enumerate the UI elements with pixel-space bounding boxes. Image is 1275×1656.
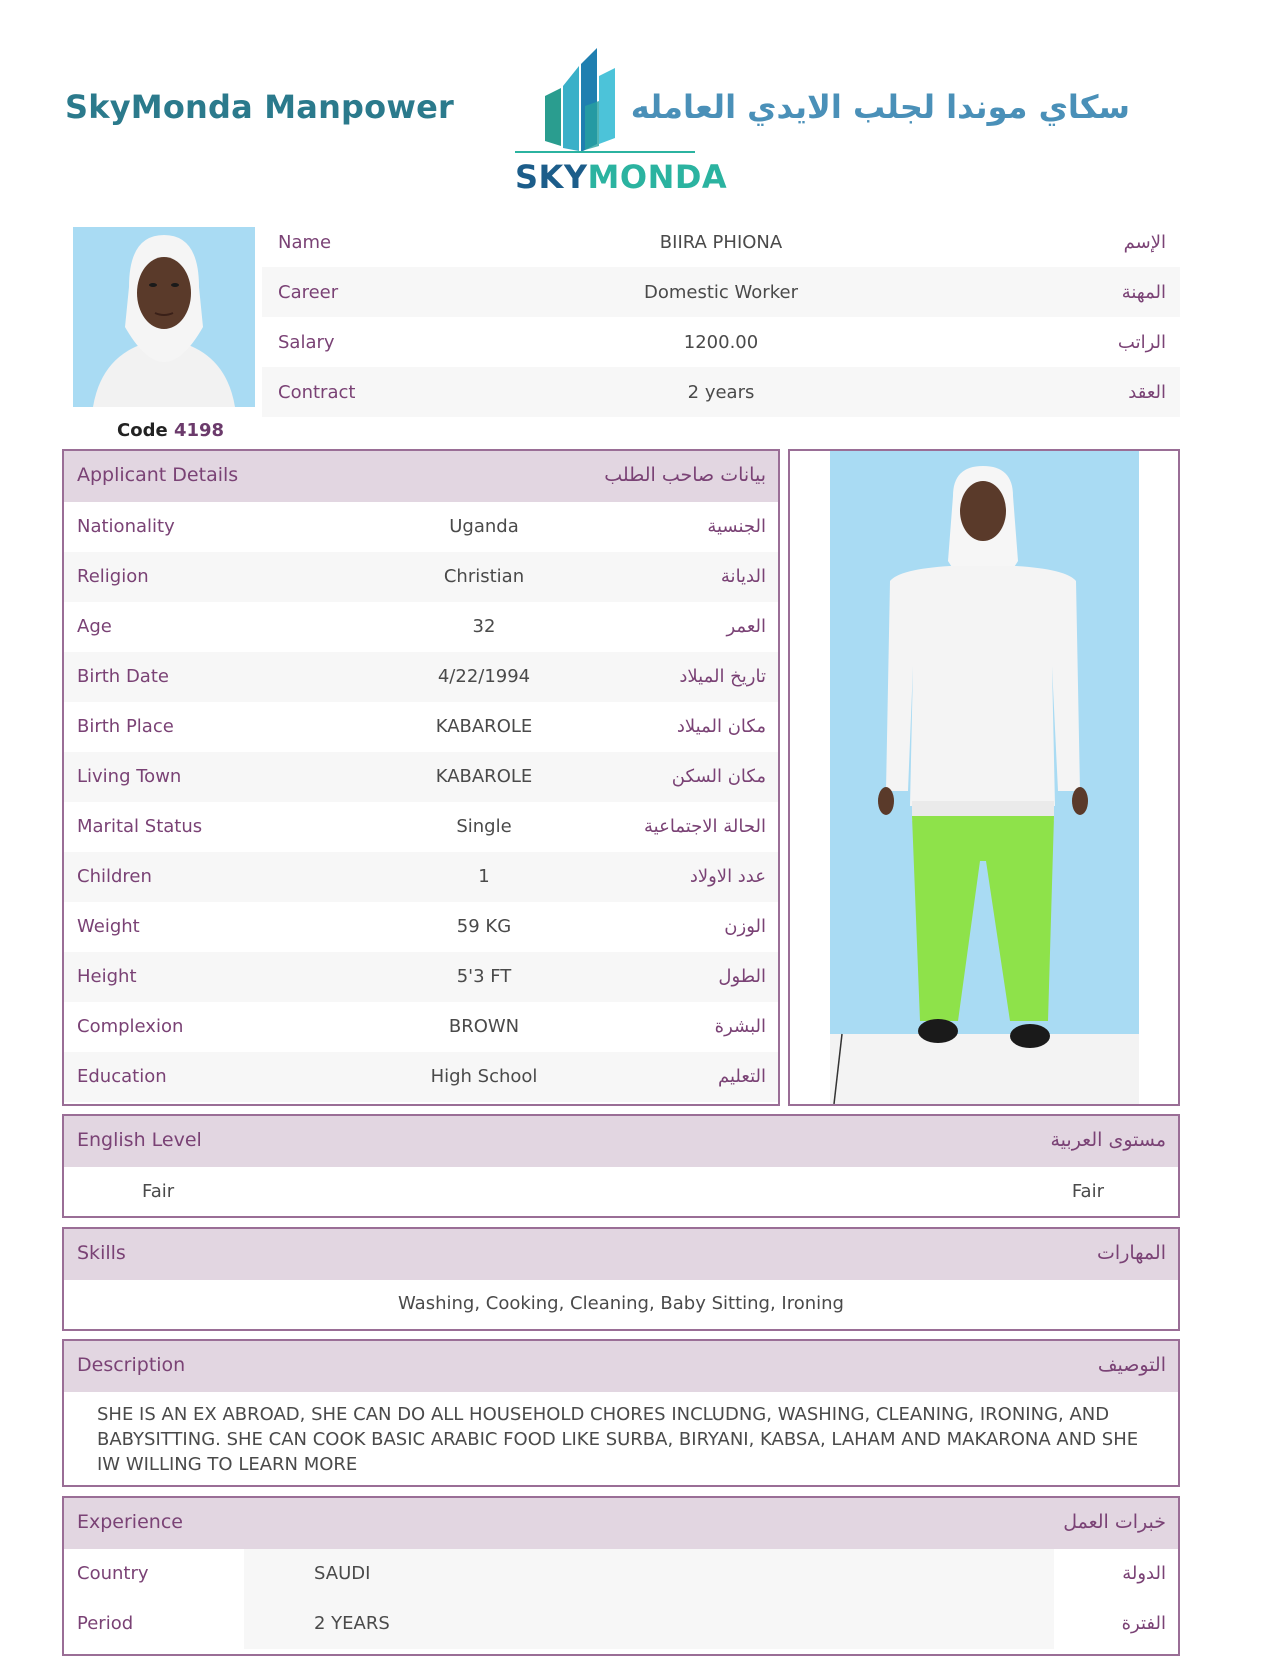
applicant-portrait-photo	[73, 227, 255, 407]
summary-row-salary: Salary 1200.00 الراتب	[278, 331, 1166, 353]
applicant-details-section	[62, 449, 780, 1106]
summary-row-name: Name BIIRA PHIONA الإسم	[262, 217, 1180, 267]
experience-row-country: Country SAUDI الدولة	[64, 1549, 1178, 1599]
section-header: Applicant Details بيانات صاحب الطلب	[64, 451, 778, 502]
skills-section	[62, 1227, 1180, 1331]
company-name-english: SkyMonda Manpower	[65, 88, 454, 126]
section-header: Description التوصيف	[64, 1341, 1178, 1392]
skills-list: Washing, Cooking, Cleaning, Baby Sitting, Ironing	[398, 1293, 844, 1314]
section-header: English Level مستوى العربية	[64, 1116, 1178, 1167]
detail-row-education: Education High School التعليم	[64, 1052, 778, 1102]
logo-wordmark: SKYMONDA	[515, 158, 728, 196]
english-level-value: Fair	[142, 1181, 175, 1202]
detail-row-marital-status: Marital Status Single الحالة الاجتماعية	[77, 816, 766, 837]
language-level-section	[62, 1114, 1180, 1218]
detail-row-birth-date: Birth Date 4/22/1994 تاريخ الميلاد	[64, 652, 778, 702]
description-text: SHE IS AN EX ABROAD, SHE CAN DO ALL HOUSEHOLD CHORES INCLUDNG, WASHING, CLEANING, IRONING, AND BABYSITTING. SHE CAN COOK BASIC ARABIC FOOD LIKE SURBA, BIRYANI, KABSA, LAHAM AND MAKARONA AND SHE IW WILLING TO LEARN MORE	[97, 1404, 1139, 1475]
summary-row-contract: Contract 2 years العقد	[262, 367, 1180, 417]
applicant-full-body-photo	[790, 451, 1178, 1104]
detail-row-age: Age 32 العمر	[77, 616, 766, 637]
company-name-arabic: سكاي موندا لجلب الايدي العامله	[630, 88, 1130, 126]
experience-section	[62, 1496, 1180, 1656]
detail-row-nationality: Nationality Uganda الجنسية	[77, 516, 766, 537]
detail-row-religion: Religion Christian الديانة	[64, 552, 778, 602]
arabic-level-value: Fair	[1071, 1181, 1104, 1202]
language-values	[64, 1167, 1178, 1216]
summary-table	[262, 217, 1180, 417]
details-list	[64, 502, 778, 1102]
detail-row-complexion: Complexion BROWN البشرة	[77, 1016, 766, 1037]
detail-row-birth-place: Birth Place KABAROLE مكان الميلاد	[77, 716, 766, 737]
applicant-code: Code 4198	[117, 420, 225, 441]
detail-row-living-town: Living Town KABAROLE مكان السكن	[64, 752, 778, 802]
full-body-photo-frame	[788, 449, 1180, 1106]
detail-row-weight: Weight 59 KG الوزن	[77, 916, 766, 937]
section-header: Skills المهارات	[64, 1229, 1178, 1280]
detail-row-children: Children 1 عدد الاولاد	[64, 852, 778, 902]
summary-row-career: Career Domestic Worker المهنة	[262, 267, 1180, 317]
description-section	[62, 1339, 1180, 1487]
section-header: Experience خبرات العمل	[64, 1498, 1178, 1549]
experience-row-period: Period 2 YEARS الفترة	[64, 1599, 1178, 1649]
detail-row-height: Height 5'3 FT الطول	[64, 952, 778, 1002]
applicant-name: BIIRA PHIONA	[659, 231, 783, 253]
